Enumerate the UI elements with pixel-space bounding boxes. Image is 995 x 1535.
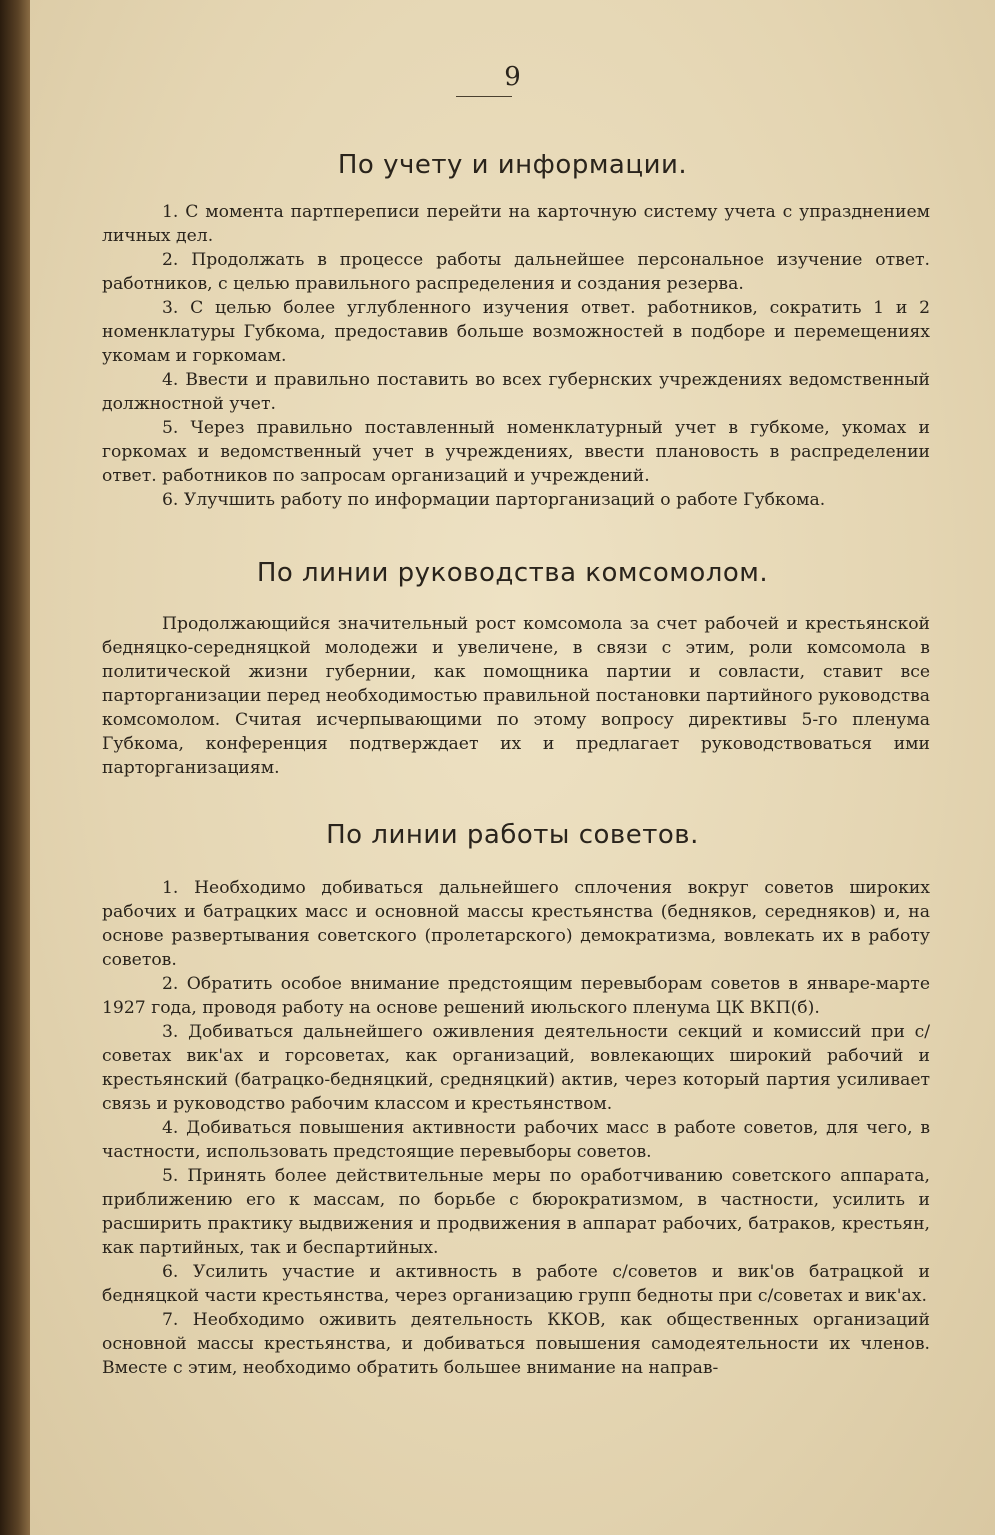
document-page	[30, 0, 995, 1535]
page-number: 9	[504, 62, 521, 92]
section-heading-soviets: По линии работы советов.	[326, 820, 699, 850]
paragraph: 6. Улучшить работу по информации парторганизаций о работе Губкома.	[162, 490, 826, 510]
book-spine	[0, 0, 30, 1535]
paragraph: 3. С целью более углубленного изучения ответ. работников, сократить 1 и 2 номенклатуры Губкома, предоставив больше возможностей в подборе и перемещениях укомам и горкомам.	[102, 298, 930, 366]
section-body-soviets	[102, 876, 930, 1380]
paragraph: 6. Усилить участие и активность в работе с/советов и вик'ов батрацкой и бедняцкой части крестьянства, через организацию групп бедноты при с/советах и вик'ах.	[102, 1262, 930, 1306]
paragraph: 4. Добиваться повышения активности рабочих масс в работе советов, для чего, в частности, использовать предстоящие перевыборы советов.	[102, 1118, 930, 1162]
section-heading-komsomol: По линии руководства комсомолом.	[256, 558, 769, 588]
section-body-accounting	[102, 200, 930, 512]
paragraph: 2. Продолжать в процессе работы дальнейшее персональное изучение ответ. работников, с целью правильного распределения и создания резерва.	[102, 250, 930, 294]
paragraph: 1. С момента партпереписи перейти на карточную систему учета с упразднением личных дел.	[102, 202, 930, 246]
paragraph: 2. Обратить особое внимание предстоящим перевыборам советов в январе-марте 1927 года, проводя работу на основе решений июльского пленума ЦК ВКП(б).	[102, 974, 930, 1018]
paragraph: 5. Через правильно поставленный номенклатурный учет в губкоме, укомах и горкомах и ведомственный учет в учреждениях, ввести плановость в распределении ответ. работников по запросам организаций и учреждений.	[102, 418, 930, 486]
paragraph: Продолжающийся значительный рост комсомола за счет рабочей и крестьянской бедняцко-середняцкой молодежи и увеличене, в связи с этим, роли комсомола в политической жизни губернии, как помощника партии и совласти, ставит все парторганизации перед необходимостью правильной постановки партийного руководства комсомолом. Считая исчерпывающими по этому вопросу директивы 5-го пленума Губкома, конференция подтверждает их и предлагает руководствоваться ими парторганизациям.	[102, 614, 930, 778]
section-heading-accounting: По учету и информации.	[337, 150, 688, 180]
paragraph: 4. Ввести и правильно поставить во всех губернских учреждениях ведомственный должностной учет.	[102, 370, 930, 414]
paragraph: 5. Принять более действительные меры по оработчиванию советского аппарата, приближению его к массам, по борьбе с бюрократизмом, в частности, усилить и расширить практику выдвижения и продвижения в аппарат рабочих, батраков, крестьян, как партийных, так и беспартийных.	[102, 1166, 930, 1258]
paragraph: 1. Необходимо добиваться дальнейшего сплочения вокруг советов широких рабочих и батрацких масс и основной массы крестьянства (бедняков, середняков) и, на основе развертывания советского (пролетарского) демократизма, вовлекать их в работу советов.	[102, 878, 930, 970]
section-body-komsomol	[102, 612, 930, 780]
page-number-rule	[456, 96, 512, 97]
paragraph: 3. Добиваться дальнейшего оживления деятельности секций и комиссий при с/советах вик'ах и горсоветах, как организаций, вовлекающих широкий рабочий и крестьянский (батрацко-бедняцкий, средняцкий) актив, через который партия усиливает связь и руководство рабочим классом и крестьянством.	[102, 1022, 930, 1114]
paragraph: 7. Необходимо оживить деятельность ККОВ, как общественных организаций основной массы крестьянства, и добиваться повышения самодеятельности их членов. Вместе с этим, необходимо обратить большее внимание на направ-	[102, 1310, 930, 1378]
